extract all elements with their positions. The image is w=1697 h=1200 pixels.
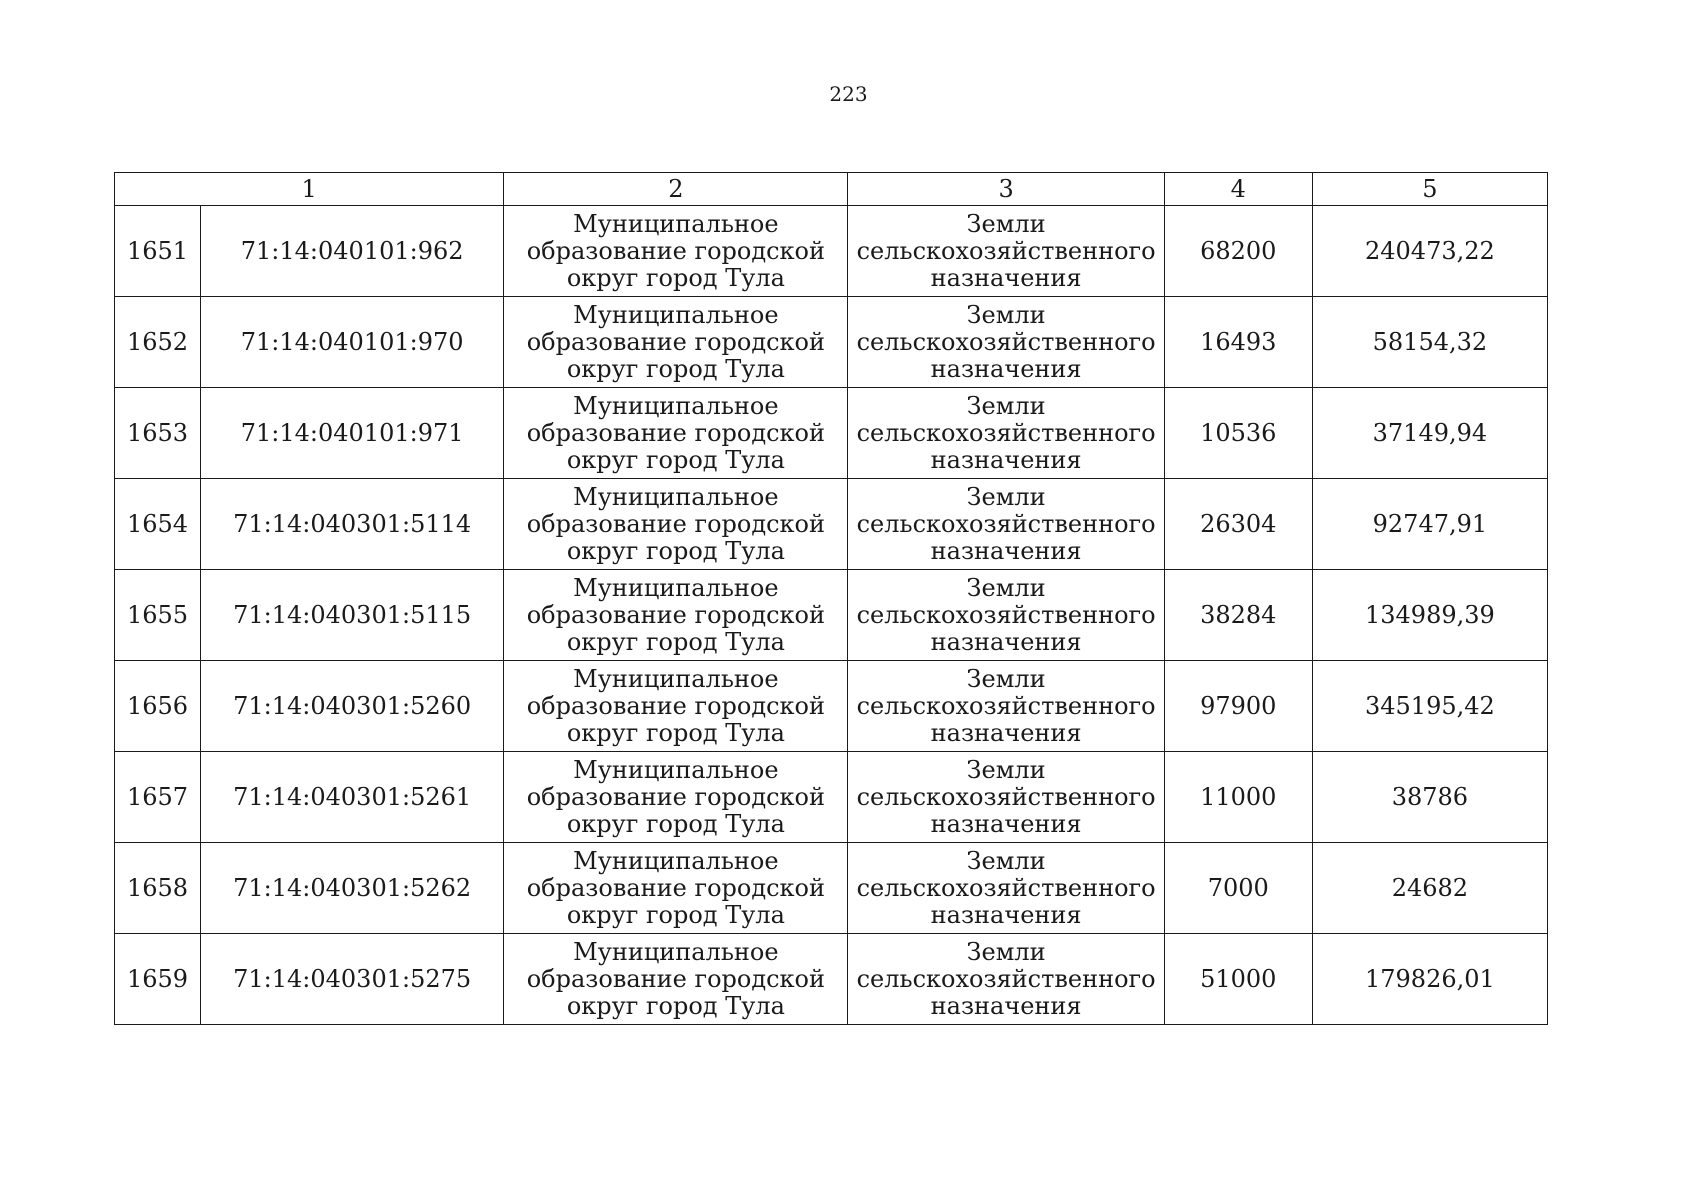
cadastral-value-cell: 179826,01 xyxy=(1312,934,1547,1025)
owner-line: образование городской xyxy=(526,418,825,447)
cadastral-number-cell: 71:14:040301:5275 xyxy=(201,934,504,1025)
area-cell: 10536 xyxy=(1164,388,1312,479)
owner-cell xyxy=(504,843,848,934)
owner-line: округ город Тула xyxy=(566,445,785,474)
cadastral-value-cell: 58154,32 xyxy=(1312,297,1547,388)
row-number-cell: 1659 xyxy=(115,934,201,1025)
table-row xyxy=(115,752,1548,843)
category-line: назначения xyxy=(930,536,1082,565)
category-line: Земли xyxy=(966,573,1046,602)
cadastral-number-cell: 71:14:040101:970 xyxy=(201,297,504,388)
category-line: Земли xyxy=(966,300,1046,329)
owner-line: округ город Тула xyxy=(566,536,785,565)
row-number-cell: 1651 xyxy=(115,206,201,297)
category-line: сельскохозяйственного xyxy=(856,600,1156,629)
owner-line: образование городской xyxy=(526,782,825,811)
category-line: сельскохозяйственного xyxy=(856,691,1156,720)
row-number-cell: 1655 xyxy=(115,570,201,661)
cadastral-number-cell: 71:14:040301:5262 xyxy=(201,843,504,934)
header-col-5: 5 xyxy=(1312,173,1547,206)
area-cell: 38284 xyxy=(1164,570,1312,661)
header-col-1: 1 xyxy=(115,173,504,206)
owner-line: Муниципальное xyxy=(573,846,779,875)
table-row xyxy=(115,843,1548,934)
category-line: сельскохозяйственного xyxy=(856,509,1156,538)
land-category-cell xyxy=(848,479,1164,570)
header-row xyxy=(115,173,1548,206)
category-line: сельскохозяйственного xyxy=(856,236,1156,265)
area-cell: 26304 xyxy=(1164,479,1312,570)
cadastral-value-cell: 92747,91 xyxy=(1312,479,1547,570)
category-line: назначения xyxy=(930,991,1082,1020)
category-line: назначения xyxy=(930,809,1082,838)
land-category-cell xyxy=(848,206,1164,297)
category-line: назначения xyxy=(930,900,1082,929)
cadastral-value-cell: 38786 xyxy=(1312,752,1547,843)
land-category-cell xyxy=(848,843,1164,934)
category-line: сельскохозяйственного xyxy=(856,964,1156,993)
category-line: Земли xyxy=(966,937,1046,966)
category-line: Земли xyxy=(966,391,1046,420)
owner-line: Муниципальное xyxy=(573,391,779,420)
owner-cell xyxy=(504,934,848,1025)
category-line: назначения xyxy=(930,718,1082,747)
cadastral-value-cell: 345195,42 xyxy=(1312,661,1547,752)
owner-cell xyxy=(504,206,848,297)
row-number-cell: 1656 xyxy=(115,661,201,752)
owner-cell xyxy=(504,570,848,661)
land-category-cell xyxy=(848,388,1164,479)
area-cell: 68200 xyxy=(1164,206,1312,297)
owner-line: округ город Тула xyxy=(566,718,785,747)
owner-line: Муниципальное xyxy=(573,300,779,329)
row-number-cell: 1652 xyxy=(115,297,201,388)
owner-line: округ город Тула xyxy=(566,354,785,383)
owner-cell xyxy=(504,297,848,388)
cadastral-number-cell: 71:14:040301:5115 xyxy=(201,570,504,661)
table-row xyxy=(115,479,1548,570)
owner-line: Муниципальное xyxy=(573,937,779,966)
cadastral-number-cell: 71:14:040301:5261 xyxy=(201,752,504,843)
row-number-cell: 1653 xyxy=(115,388,201,479)
owner-line: образование городской xyxy=(526,691,825,720)
header-col-3: 3 xyxy=(848,173,1164,206)
land-category-cell xyxy=(848,297,1164,388)
area-cell: 97900 xyxy=(1164,661,1312,752)
owner-line: Муниципальное xyxy=(573,664,779,693)
owner-cell xyxy=(504,661,848,752)
owner-line: округ город Тула xyxy=(566,809,785,838)
area-cell: 16493 xyxy=(1164,297,1312,388)
cadastral-number-cell: 71:14:040101:962 xyxy=(201,206,504,297)
header-col-4: 4 xyxy=(1164,173,1312,206)
land-category-cell xyxy=(848,934,1164,1025)
land-category-cell xyxy=(848,570,1164,661)
cadastral-number-cell: 71:14:040101:971 xyxy=(201,388,504,479)
owner-line: Муниципальное xyxy=(573,482,779,511)
table-row xyxy=(115,934,1548,1025)
owner-line: округ город Тула xyxy=(566,991,785,1020)
category-line: назначения xyxy=(930,445,1082,474)
owner-line: образование городской xyxy=(526,236,825,265)
cadastral-value-cell: 24682 xyxy=(1312,843,1547,934)
owner-line: округ город Тула xyxy=(566,627,785,656)
cadastral-value-cell: 134989,39 xyxy=(1312,570,1547,661)
owner-line: Муниципальное xyxy=(573,209,779,238)
category-line: Земли xyxy=(966,664,1046,693)
category-line: сельскохозяйственного xyxy=(856,782,1156,811)
cadastral-number-cell: 71:14:040301:5114 xyxy=(201,479,504,570)
table-row xyxy=(115,206,1548,297)
area-cell: 51000 xyxy=(1164,934,1312,1025)
header-col-2: 2 xyxy=(504,173,848,206)
land-category-cell xyxy=(848,661,1164,752)
category-line: Земли xyxy=(966,846,1046,875)
page-number: 223 xyxy=(829,82,868,106)
table-row xyxy=(115,297,1548,388)
land-registry-table xyxy=(114,172,1548,1025)
cadastral-number-cell: 71:14:040301:5260 xyxy=(201,661,504,752)
owner-line: образование городской xyxy=(526,509,825,538)
owner-line: образование городской xyxy=(526,873,825,902)
category-line: Земли xyxy=(966,755,1046,784)
category-line: назначения xyxy=(930,263,1082,292)
cadastral-value-cell: 240473,22 xyxy=(1312,206,1547,297)
table-row xyxy=(115,570,1548,661)
category-line: сельскохозяйственного xyxy=(856,873,1156,902)
row-number-cell: 1657 xyxy=(115,752,201,843)
owner-line: Муниципальное xyxy=(573,573,779,602)
category-line: назначения xyxy=(930,627,1082,656)
table-row xyxy=(115,388,1548,479)
owner-cell xyxy=(504,388,848,479)
table-row xyxy=(115,661,1548,752)
owner-line: образование городской xyxy=(526,600,825,629)
area-cell: 11000 xyxy=(1164,752,1312,843)
category-line: назначения xyxy=(930,354,1082,383)
owner-line: образование городской xyxy=(526,964,825,993)
category-line: сельскохозяйственного xyxy=(856,418,1156,447)
owner-line: округ город Тула xyxy=(566,263,785,292)
cadastral-value-cell: 37149,94 xyxy=(1312,388,1547,479)
owner-line: образование городской xyxy=(526,327,825,356)
category-line: Земли xyxy=(966,482,1046,511)
owner-cell xyxy=(504,479,848,570)
land-category-cell xyxy=(848,752,1164,843)
owner-cell xyxy=(504,752,848,843)
owner-line: Муниципальное xyxy=(573,755,779,784)
area-cell: 7000 xyxy=(1164,843,1312,934)
category-line: Земли xyxy=(966,209,1046,238)
row-number-cell: 1654 xyxy=(115,479,201,570)
row-number-cell: 1658 xyxy=(115,843,201,934)
owner-line: округ город Тула xyxy=(566,900,785,929)
category-line: сельскохозяйственного xyxy=(856,327,1156,356)
